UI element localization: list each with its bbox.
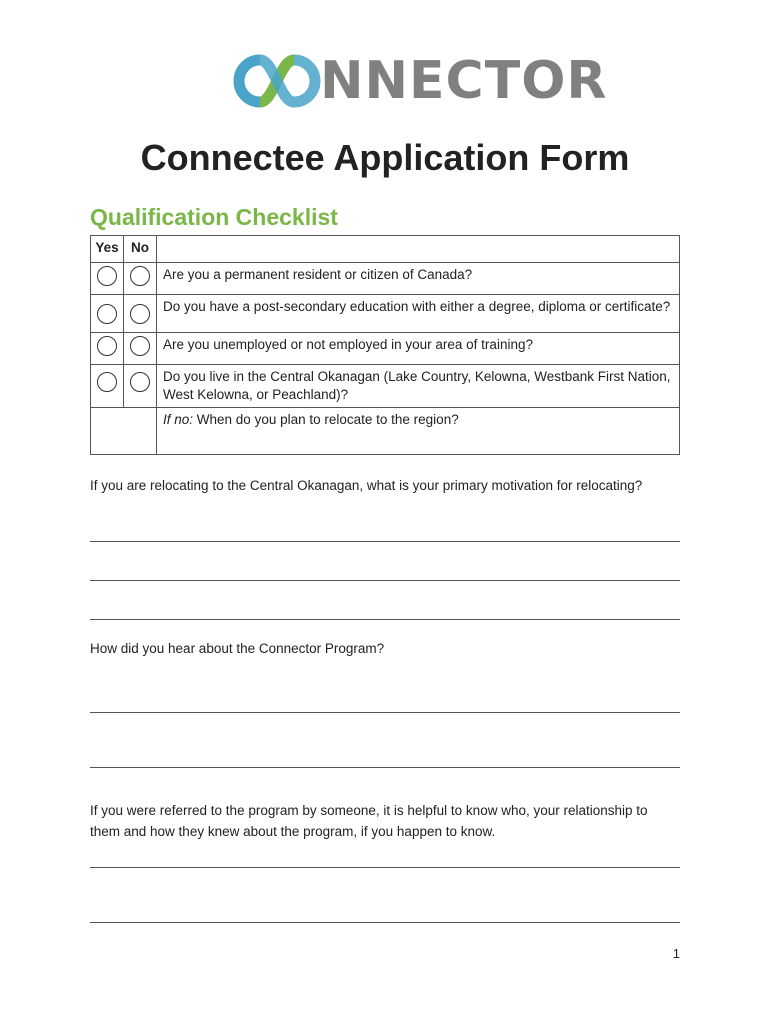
section-title: Qualification Checklist xyxy=(90,204,338,230)
page-title: Connectee Application Form xyxy=(140,137,630,178)
followup-text: When do you plan to relocate to the region? xyxy=(193,412,459,427)
checklist-question: Do you have a post-secondary education with either a degree, diploma or certificate? xyxy=(157,295,680,333)
checklist-row xyxy=(91,295,680,333)
relocation-answer-line-1[interactable] xyxy=(90,541,680,542)
qualification-checklist xyxy=(90,235,680,455)
yes-radio[interactable] xyxy=(97,372,117,392)
checklist-row xyxy=(91,333,680,365)
page-number: 1 xyxy=(672,946,680,961)
no-radio[interactable] xyxy=(130,304,150,324)
heard-question: How did you hear about the Connector Program? xyxy=(90,641,385,656)
no-radio[interactable] xyxy=(130,266,150,286)
referral-answer-line-1[interactable] xyxy=(90,867,680,868)
checklist-question: Are you unemployed or not employed in your area of training? xyxy=(157,333,680,365)
question-header xyxy=(157,236,680,263)
heard-answer-line-1[interactable] xyxy=(90,712,680,713)
no-radio[interactable] xyxy=(130,372,150,392)
checklist-row xyxy=(91,365,680,408)
checklist-question: Are you a permanent resident or citizen of Canada? xyxy=(157,263,680,295)
followup-empty-cell xyxy=(91,408,157,455)
relocation-question: If you are relocating to the Central Okanagan, what is your primary motivation for relocating? xyxy=(90,478,643,493)
followup-question[interactable] xyxy=(157,408,680,455)
heard-answer-line-2[interactable] xyxy=(90,767,680,768)
infinity-logo-icon xyxy=(230,52,322,110)
checklist-row xyxy=(91,263,680,295)
yes-header: Yes xyxy=(91,236,124,263)
relocation-answer-line-2[interactable] xyxy=(90,580,680,581)
followup-row xyxy=(91,408,680,455)
connector-logo xyxy=(230,51,608,111)
no-radio[interactable] xyxy=(130,336,150,356)
referral-answer-line-2[interactable] xyxy=(90,922,680,923)
relocation-answer-line-3[interactable] xyxy=(90,619,680,620)
followup-label: If no: xyxy=(163,412,194,427)
checklist-question: Do you live in the Central Okanagan (Lake Country, Kelowna, Westbank First Nation, West Kelowna, or Peachland)? xyxy=(157,365,680,408)
checklist-header-row xyxy=(91,236,680,263)
yes-radio[interactable] xyxy=(97,266,117,286)
yes-radio[interactable] xyxy=(97,304,117,324)
logo-text: NNECTOR xyxy=(320,51,608,111)
no-header: No xyxy=(124,236,157,263)
referral-question: If you were referred to the program by someone, it is helpful to know who, your relationship to them and how they knew about the program, if you happen to know. xyxy=(90,803,648,839)
yes-radio[interactable] xyxy=(97,336,117,356)
